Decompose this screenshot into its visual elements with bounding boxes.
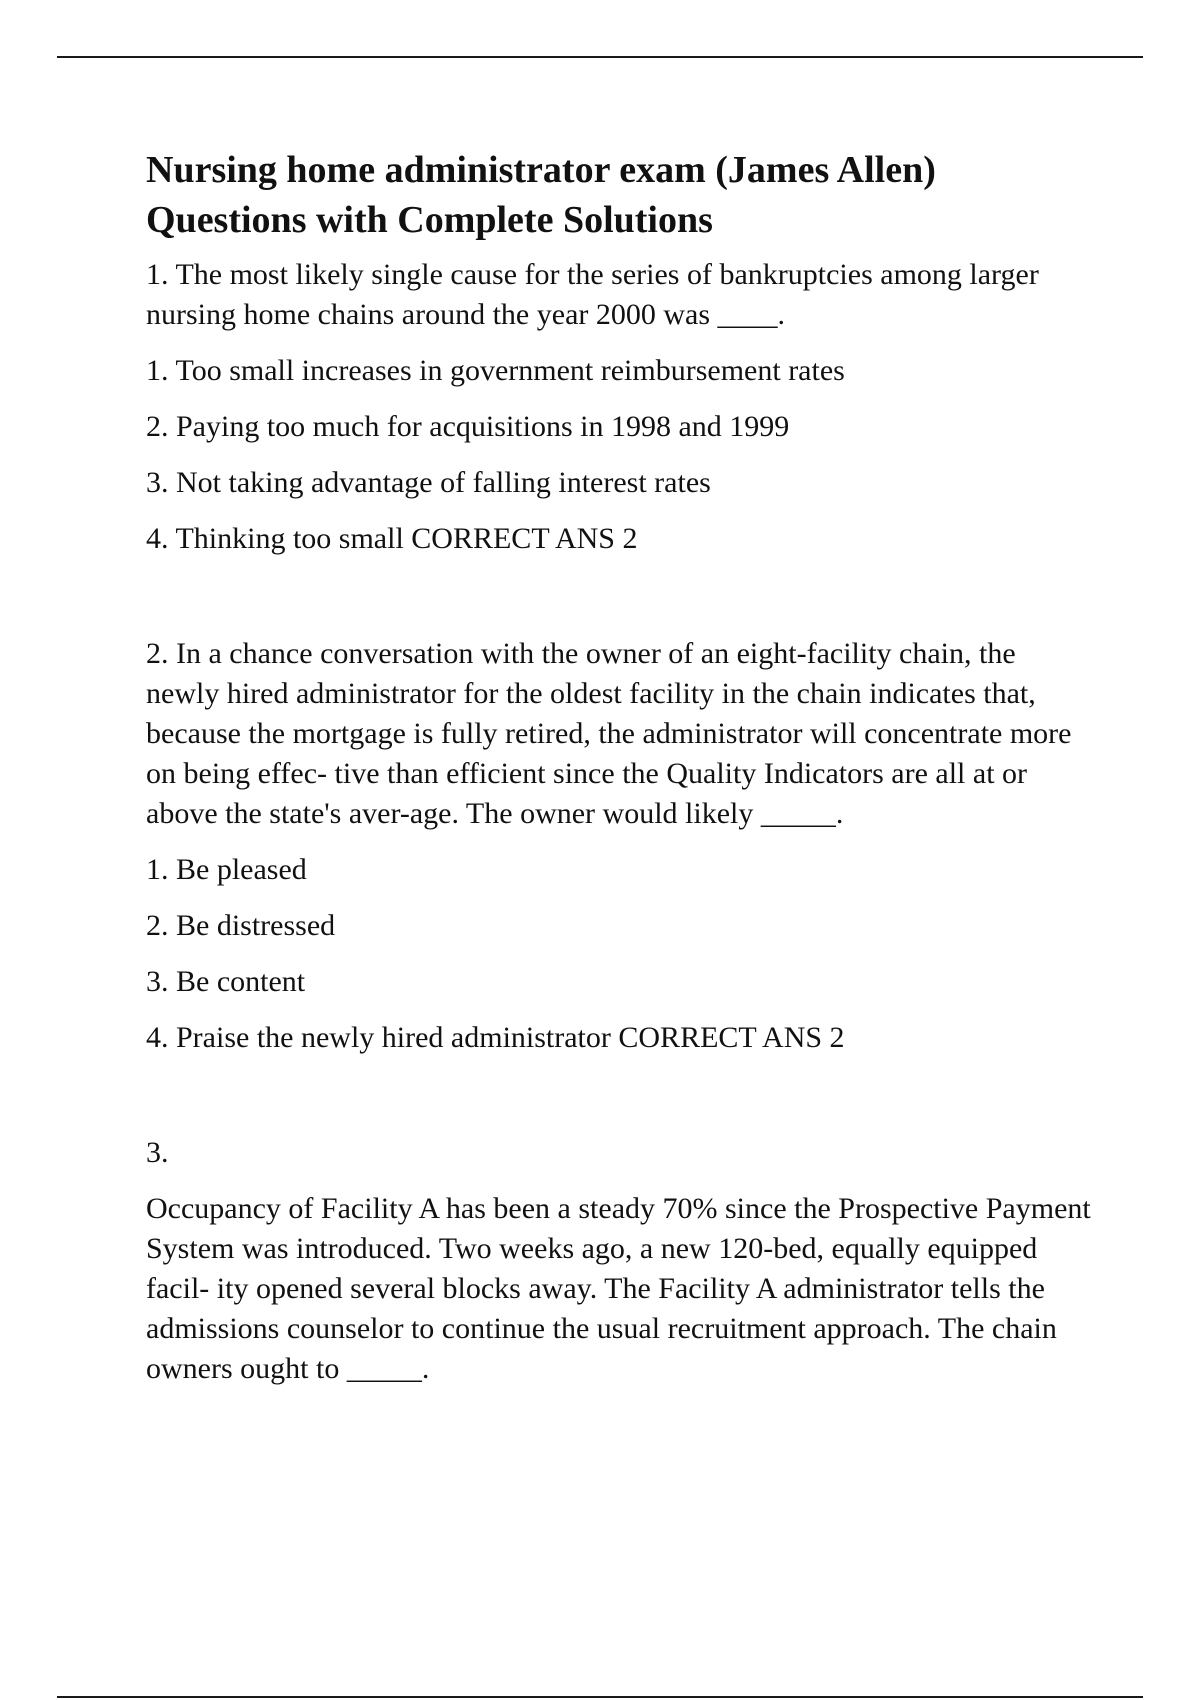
question-block-2 [146,634,1096,1058]
question-3-number: 3. [146,1136,169,1169]
question-2-option-2: 2. Be distressed [146,909,336,942]
question-1-options [146,351,1096,559]
question-1-option-4: 4. Thinking too small CORRECT ANS 2 [146,522,638,555]
question-2-option-4: 4. Praise the newly hired administrator CORRECT ANS 2 [146,1021,845,1054]
question-3-text: Occupancy of Facility A has been a steady 70% since the Prospective Payment System was introduced. Two weeks ago, a new 120-bed, equally equipped facil- ity opened several blocks away. The Facility A administrator tells the admissions counselor to continue the usual recruitment approach. The chain owners ought to _____. [146,1192,1091,1385]
question-2-option-3: 3. Be content [146,965,306,998]
question-1-option-1: 1. Too small increases in government reimbursement rates [146,354,845,387]
question-2-option-1: 1. Be pleased [146,853,307,886]
bottom-rule [57,1696,1143,1698]
question-1-option-2: 2. Paying too much for acquisitions in 1998 and 1999 [146,410,790,443]
question-2-options [146,850,1096,1058]
question-2-text: 2. In a chance conversation with the owner of an eight-facility chain, the newly hired administrator for the oldest facility in the chain indicates that, because the mortgage is fully retired, the administrator will concentrate more on being effec- tive than efficient since the Quality Indicators are all at or above the state's aver-age. The owner would likely _____. [146,637,1072,830]
top-rule [57,56,1143,58]
document-body [146,145,1096,1389]
document-title: Nursing home administrator exam (James Allen) Questions with Complete Solutions [146,149,936,241]
question-block-1 [146,255,1096,559]
question-1-option-3: 3. Not taking advantage of falling interest rates [146,466,711,499]
question-1-text: 1. The most likely single cause for the series of bankruptcies among larger nursing home chains around the year 2000 was ____. [146,258,1039,331]
question-block-3 [146,1133,1096,1389]
